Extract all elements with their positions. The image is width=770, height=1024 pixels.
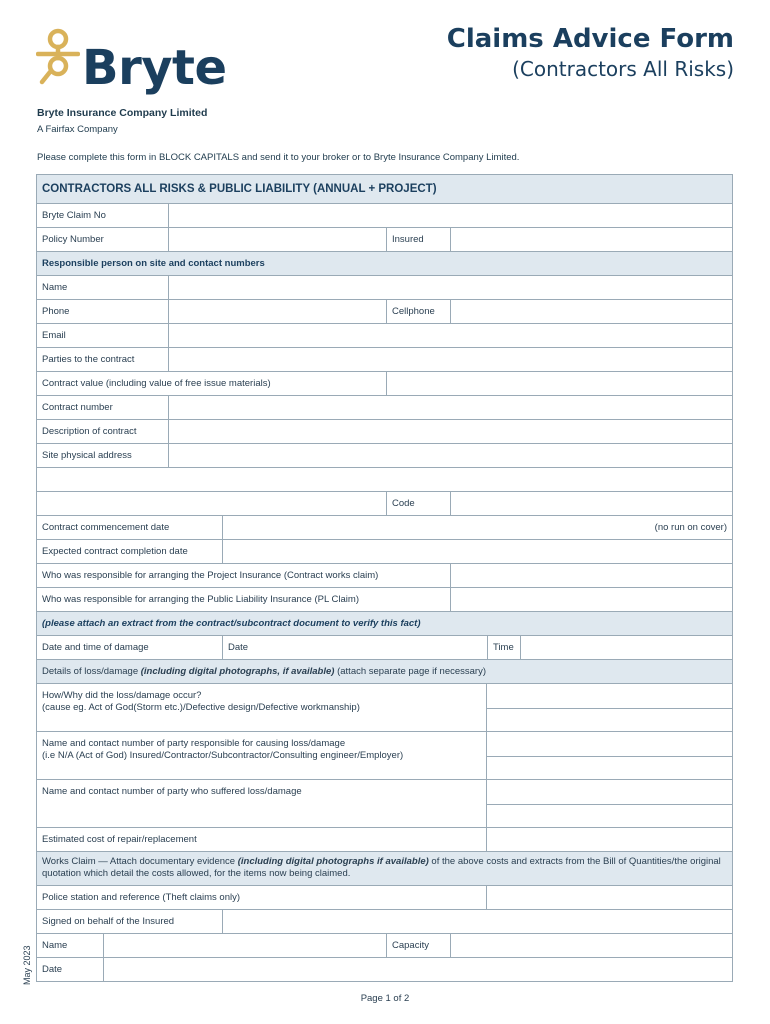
date-time-label: Date and time of damage bbox=[42, 642, 149, 653]
row-claim-no bbox=[37, 203, 732, 227]
row-signed bbox=[37, 909, 732, 933]
commencement-field[interactable] bbox=[222, 516, 732, 539]
code-label: Code bbox=[386, 492, 450, 515]
how-why-line-1: How/Why did the loss/damage occur? bbox=[42, 690, 202, 701]
responsible-heading: Responsible person on site and contact numbers bbox=[42, 258, 265, 269]
project-insurance-field[interactable] bbox=[450, 564, 732, 587]
parties-label: Parties to the contract bbox=[42, 354, 135, 365]
row-contract-value bbox=[37, 371, 732, 395]
pl-insurance-field[interactable] bbox=[450, 588, 732, 611]
responsible-party-fields bbox=[486, 732, 732, 779]
claim-no-field[interactable] bbox=[168, 204, 732, 227]
completion-field[interactable] bbox=[222, 540, 732, 563]
works-suffix: of the above costs and extracts from the Bill of Quantities/the original quotation which detail the costs allowed, for the items now being claimed. bbox=[42, 856, 724, 879]
parties-field[interactable] bbox=[168, 348, 732, 371]
date-label: Date bbox=[228, 642, 249, 653]
address-line-2-field[interactable] bbox=[37, 468, 732, 491]
page-title: Claims Advice Form bbox=[446, 24, 734, 54]
capacity-field[interactable] bbox=[450, 934, 732, 957]
name-label: Name bbox=[42, 282, 68, 293]
bryte-knot-icon bbox=[36, 26, 80, 88]
cellphone-label: Cellphone bbox=[386, 300, 450, 323]
how-why-label bbox=[37, 684, 486, 731]
sign-date-field[interactable] bbox=[103, 958, 732, 981]
row-policy bbox=[37, 227, 732, 251]
completion-label: Expected contract completion date bbox=[42, 546, 188, 557]
row-sign-name bbox=[37, 933, 732, 957]
cellphone-field[interactable] bbox=[450, 300, 732, 323]
instruction-text: Please complete this form in BLOCK CAPITALS and send it to your broker or to Bryte Insurance Company Limited. bbox=[37, 152, 520, 163]
row-suffered-party bbox=[37, 779, 732, 827]
title-block bbox=[447, 24, 734, 81]
time-field[interactable] bbox=[520, 636, 732, 659]
responsible-party-field-1[interactable] bbox=[487, 732, 732, 756]
phone-label: Phone bbox=[42, 306, 70, 317]
details-suffix: (attach separate page if necessary) bbox=[334, 666, 487, 677]
row-address-line-2 bbox=[37, 467, 732, 491]
claims-form bbox=[36, 174, 733, 982]
capacity-label: Capacity bbox=[386, 934, 450, 957]
police-field[interactable] bbox=[486, 886, 732, 909]
suffered-party-field-1[interactable] bbox=[487, 780, 732, 804]
row-contract-number bbox=[37, 395, 732, 419]
project-insurance-label: Who was responsible for arranging the Project Insurance (Contract works claim) bbox=[42, 570, 379, 581]
suffered-party-field-2[interactable] bbox=[487, 804, 732, 827]
page-subtitle: (Contractors All Risks) bbox=[512, 57, 734, 82]
signature-field[interactable] bbox=[222, 910, 732, 933]
responsible-party-field-2[interactable] bbox=[487, 756, 732, 779]
description-field[interactable] bbox=[168, 420, 732, 443]
sign-name-field[interactable] bbox=[103, 934, 386, 957]
works-claim-note bbox=[37, 852, 732, 885]
no-run-on-note: (no run on cover) bbox=[654, 522, 727, 533]
section-title: CONTRACTORS ALL RISKS & PUBLIC LIABILITY (ANNUAL + PROJECT) bbox=[42, 183, 437, 195]
phone-field[interactable] bbox=[168, 300, 386, 323]
bryte-logo bbox=[36, 26, 227, 96]
row-name bbox=[37, 275, 732, 299]
how-why-line-2: (cause eg. Act of God(Storm etc.)/Defective design/Defective workmanship) bbox=[42, 702, 360, 713]
row-how-why bbox=[37, 683, 732, 731]
details-heading bbox=[37, 660, 732, 683]
row-email bbox=[37, 323, 732, 347]
details-prefix: Details of loss/damage bbox=[42, 666, 141, 677]
estimated-cost-label: Estimated cost of repair/replacement bbox=[42, 834, 197, 845]
date-field[interactable] bbox=[222, 636, 487, 659]
row-phone bbox=[37, 299, 732, 323]
description-label: Description of contract bbox=[42, 426, 137, 437]
insured-field[interactable] bbox=[450, 228, 732, 251]
policy-number-field[interactable] bbox=[168, 228, 386, 251]
works-prefix: Works Claim — Attach documentary evidence bbox=[42, 856, 238, 867]
logo-wordmark: Bryte bbox=[82, 40, 227, 96]
company-name: Bryte Insurance Company Limited bbox=[37, 107, 208, 119]
attach-note: (please attach an extract from the contract/subcontract document to verify this fact) bbox=[42, 618, 421, 629]
sign-name-label: Name bbox=[42, 940, 68, 951]
responsible-party-line-1: Name and contact number of party responsible for causing loss/damage bbox=[42, 738, 346, 749]
how-why-field-2[interactable] bbox=[487, 708, 732, 731]
parent-company: A Fairfax Company bbox=[37, 124, 118, 135]
commencement-label: Contract commencement date bbox=[42, 522, 170, 533]
row-sign-date bbox=[37, 957, 732, 981]
row-responsible-heading bbox=[37, 251, 732, 275]
email-label: Email bbox=[42, 330, 66, 341]
site-address-field[interactable] bbox=[168, 444, 732, 467]
row-pl-insurance bbox=[37, 587, 732, 611]
contract-number-label: Contract number bbox=[42, 402, 113, 413]
policy-number-label: Policy Number bbox=[42, 234, 104, 245]
how-why-fields bbox=[486, 684, 732, 731]
email-field[interactable] bbox=[168, 324, 732, 347]
row-estimated-cost bbox=[37, 827, 732, 851]
sign-date-label: Date bbox=[42, 964, 63, 975]
page-number: Page 1 of 2 bbox=[360, 993, 410, 1004]
row-attach-note bbox=[37, 611, 732, 635]
details-bold: (including digital photographs, if available) bbox=[140, 666, 335, 677]
signed-label: Signed on behalf of the Insured bbox=[42, 916, 175, 927]
contract-value-field[interactable] bbox=[386, 372, 732, 395]
address-line-3-field[interactable] bbox=[37, 492, 386, 515]
row-works-claim bbox=[37, 851, 732, 885]
claim-no-label: Bryte Claim No bbox=[42, 210, 106, 221]
police-label: Police station and reference (Theft claims only) bbox=[42, 892, 241, 903]
row-description bbox=[37, 419, 732, 443]
how-why-field-1[interactable] bbox=[487, 684, 732, 708]
row-police bbox=[37, 885, 732, 909]
works-bold: (including digital photographs if available) bbox=[237, 856, 429, 867]
responsible-party-label bbox=[37, 732, 486, 779]
name-field[interactable] bbox=[168, 276, 732, 299]
responsible-party-line-2: (i.e N/A (Act of God) Insured/Contractor/Subcontractor/Consulting engineer/Employer) bbox=[42, 750, 404, 761]
suffered-party-fields bbox=[486, 780, 732, 827]
row-commencement bbox=[37, 515, 732, 539]
pl-insurance-label: Who was responsible for arranging the Public Liability Insurance (PL Claim) bbox=[42, 594, 359, 605]
site-address-label: Site physical address bbox=[42, 450, 132, 461]
insured-label: Insured bbox=[386, 228, 450, 251]
row-date-time bbox=[37, 635, 732, 659]
row-completion bbox=[37, 539, 732, 563]
revision-date: May 2023 bbox=[22, 945, 32, 985]
section-heading bbox=[37, 175, 732, 203]
row-project-insurance bbox=[37, 563, 732, 587]
row-parties bbox=[37, 347, 732, 371]
code-field[interactable] bbox=[450, 492, 732, 515]
row-details-heading bbox=[37, 659, 732, 683]
time-label: Time bbox=[487, 636, 520, 659]
suffered-party-label: Name and contact number of party who suffered loss/damage bbox=[42, 786, 302, 797]
row-responsible-party bbox=[37, 731, 732, 779]
row-site-address bbox=[37, 443, 732, 467]
row-code bbox=[37, 491, 732, 515]
contract-value-label: Contract value (including value of free issue materials) bbox=[42, 378, 271, 389]
contract-number-field[interactable] bbox=[168, 396, 732, 419]
estimated-cost-field[interactable] bbox=[486, 828, 732, 851]
